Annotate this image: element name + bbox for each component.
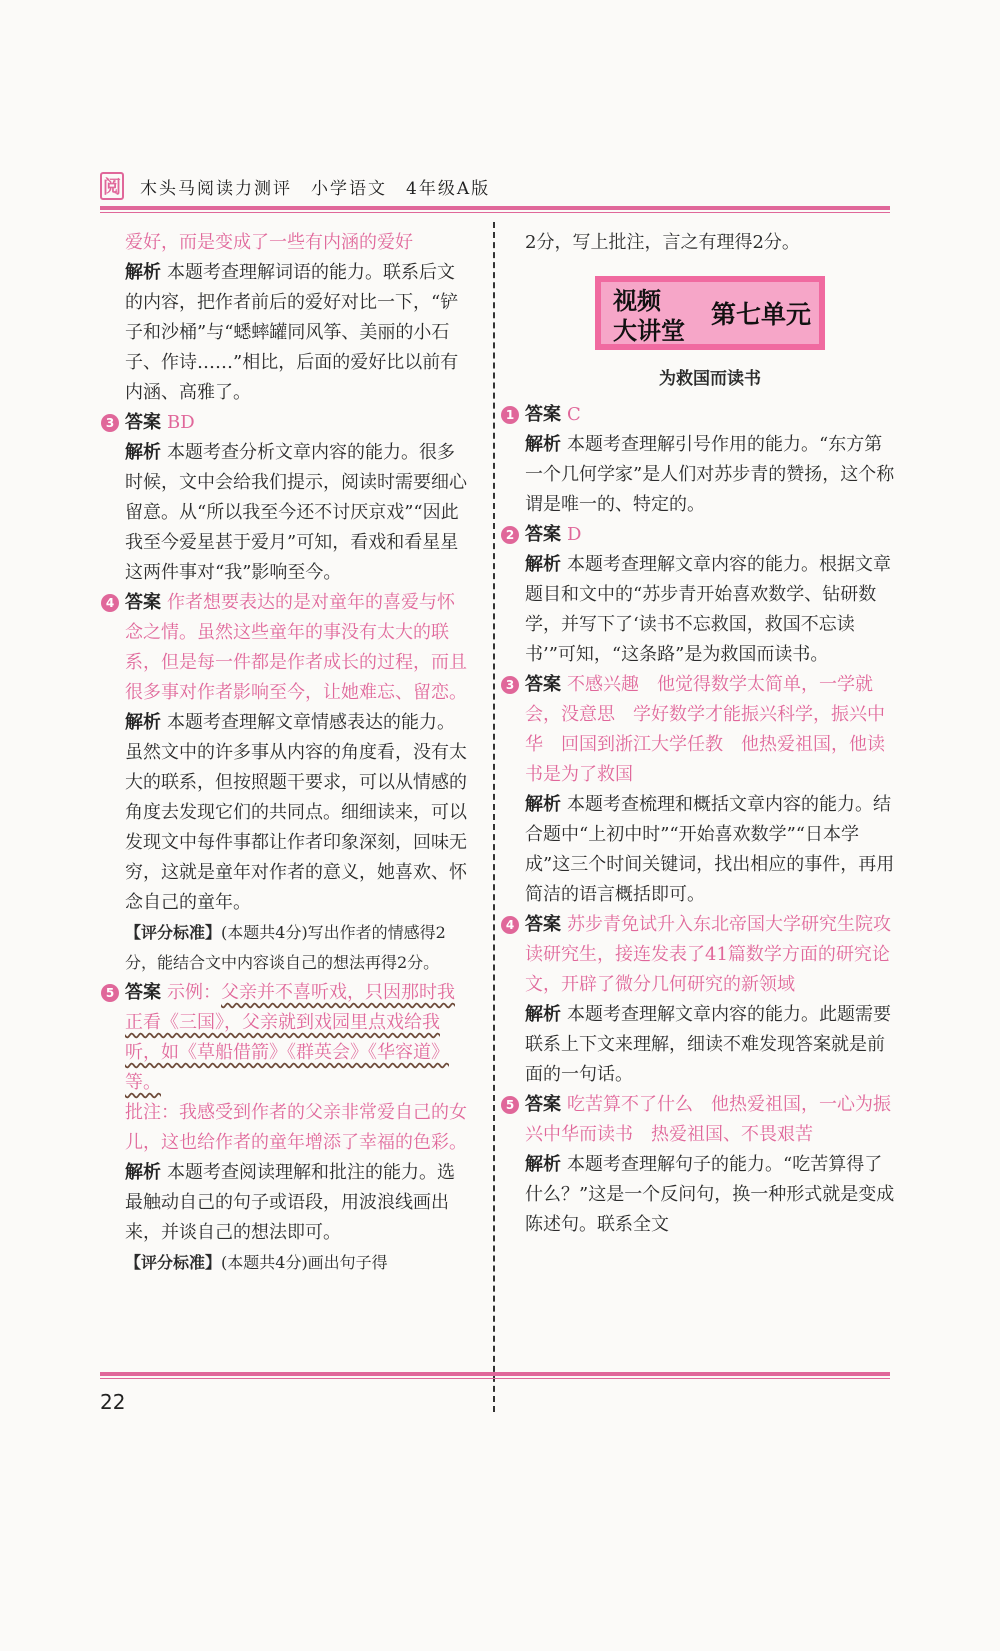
question-3 (105, 408, 470, 588)
answer-text: 吃苦算不了什么 他热爱祖国，一心为振兴中华而读书 热爱祖国、不畏艰苦 (525, 1094, 891, 1145)
analysis-text: 本题考查理解文章情感表达的能力。虽然文中的许多事从内容的角度看，没有太大的联系，但按照题干要求，可以从情感的角度去发现它们的共同点。细细读来，可以发现文中每件事都让作者印象深刻，回味无穷，这就是童年对作者的意义，她喜欢、怀念自己的童年。 (125, 712, 467, 913)
question-3 (505, 670, 895, 910)
question-2 (505, 520, 895, 670)
answer-text: C (567, 404, 581, 425)
answer-label: 答案 (525, 914, 561, 935)
answer-text: D (567, 524, 582, 545)
answer-label: 答案 (125, 982, 161, 1003)
reading-badge-icon: 阅 (100, 172, 124, 200)
answer-label: 答案 (525, 1094, 561, 1115)
left-column (105, 228, 470, 1278)
analysis-label: 解析 (125, 1162, 161, 1183)
analysis-label: 解析 (525, 434, 561, 455)
question-number-badge: 5 (501, 1096, 519, 1114)
question-number-badge: 1 (501, 406, 519, 424)
answer-label: 答案 (525, 404, 561, 425)
header-title: 木头马阅读力测评 小学语文 4年级A版 (140, 179, 491, 199)
answer-label: 答案 (125, 592, 161, 613)
analysis-text: 本题考查阅读理解和批注的能力。选最触动自己的句子或语段，用波浪线画出来，并谈自己的想法即可。 (125, 1162, 455, 1243)
annotation-note: 批注：我感受到作者的父亲非常爱自己的女儿，这也给作者的童年增添了幸福的色彩。 (125, 1102, 467, 1153)
question-number-badge: 3 (501, 676, 519, 694)
analysis-label: 解析 (125, 442, 161, 463)
analysis-2: 解析 本题考查理解词语的能力。联系后文的内容，把作者前后的爱好对比一下，“铲子和沙桶”与“蟋蟀罐同风筝、美丽的小石子、作诗……”相比，后面的爱好比以前有内涵、高雅了。 (125, 262, 459, 403)
analysis-label: 解析 (525, 554, 561, 575)
answer-label: 答案 (525, 524, 561, 545)
answer-label: 答案 (525, 674, 561, 695)
analysis-text: 本题考查理解文章内容的能力。根据文章题目和文中的“苏步青开始喜欢数学、钻研数学，并写下了‘读书不忘救国，救国不忘读书’”可知，“这条路”是为救国而读书。 (525, 554, 891, 665)
video-label: 视频 大讲堂 (613, 287, 685, 345)
page-number: 22 (100, 1390, 126, 1414)
answer-text: 苏步青免试升入东北帝国大学研究生院攻读研究生，接连发表了41篇数学方面的研究论文，开辟了微分几何研究的新领域 (525, 914, 891, 995)
answer-text: BD (167, 412, 195, 433)
wavy-underlined-quote: 父亲并不喜听戏，只因那时我正看《三国》，父亲就到戏园里点戏给我听，如《草船借箭》《群英会》《华容道》等。 (125, 982, 455, 1093)
answer-text: 作者想要表达的是对童年的喜爱与怀念之情。虽然这些童年的事没有太大的联系，但是每一件都是作者成长的过程，而且很多事对作者影响至今，让她难忘、留恋。 (125, 592, 467, 703)
question-number-badge: 5 (101, 984, 119, 1002)
analysis-label: 解析 (125, 712, 161, 733)
scoring-standard: 【评分标准】(本题共4分)写出作者的情感得2分，能结合文中内容谈自己的想法再得2分。 (125, 923, 446, 972)
analysis-label: 解析 (525, 794, 561, 815)
lesson-title: 为救国而读书 (659, 369, 761, 389)
analysis-label: 解析 (125, 262, 161, 283)
analysis-text: 本题考查理解句子的能力。“吃苦算得了什么？”这是一个反问句，换一种形式就是变成陈述句。联系全文 (525, 1154, 895, 1235)
column-divider (493, 222, 495, 1412)
question-5 (105, 978, 470, 1278)
answer-label: 答案 (125, 412, 161, 433)
question-1 (505, 400, 895, 520)
analysis-label: 解析 (525, 1154, 561, 1175)
analysis-label: 解析 (525, 1004, 561, 1025)
analysis-text: 本题考查梳理和概括文章内容的能力。结合题中“上初中时”“开始喜欢数学”“日本学成”这三个时间关键词，找出相应的事件，再用简洁的语言概括即可。 (525, 794, 895, 905)
question-number-badge: 2 (501, 526, 519, 544)
page-header (100, 170, 890, 210)
question-number-badge: 4 (501, 916, 519, 934)
carry-text: 2分，写上批注，言之有理得2分。 (525, 232, 800, 253)
question-number-badge: 3 (101, 414, 119, 432)
carry-answer: 爱好，而是变成了一些有内涵的爱好 (125, 232, 413, 253)
analysis-text: 本题考查分析文章内容的能力。很多时候，文中会给我们提示，阅读时需要细心留意。从“所以我至今还不讨厌京戏”“因此我至今爱星甚于爱月”可知，看戏和看星星这两件事对“我”影响至今。 (125, 442, 467, 583)
footer-rule (100, 1372, 890, 1376)
answer-prefix: 示例： (167, 982, 221, 1003)
answer-text: 不感兴趣 他觉得数学太简单，一学就会，没意思 学好数学才能振兴科学，振兴中华 回国到浙江大学任教 他热爱祖国，他读书是为了救国 (525, 674, 885, 785)
analysis-text: 本题考查理解引号作用的能力。“东方第一个几何学家”是人们对苏步青的赞扬，这个称谓是唯一的、特定的。 (525, 434, 895, 515)
header-rule (100, 206, 890, 210)
analysis-text: 本题考查理解文章内容的能力。此题需要联系上下文来理解，细读不难发现答案就是前面的一句话。 (525, 1004, 891, 1085)
question-4 (505, 910, 895, 1090)
question-4 (105, 588, 470, 978)
video-lecture-banner (595, 276, 825, 350)
scoring-standard: 【评分标准】(本题共4分)画出句子得 (125, 1253, 388, 1272)
right-column (505, 228, 895, 1240)
unit-title: 第七单元 (711, 300, 812, 329)
question-number-badge: 4 (101, 594, 119, 612)
question-5 (505, 1090, 895, 1240)
